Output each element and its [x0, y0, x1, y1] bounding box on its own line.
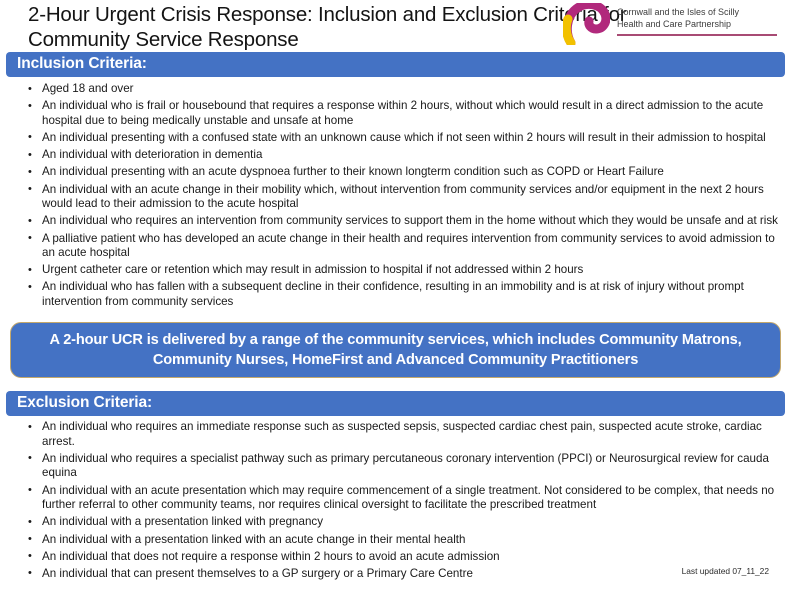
list-item: • An individual with an acute change in their mobility which, without intervention from community services and/or equipment in the next 2 hours would lead to their admission to the acute hospital: [22, 183, 784, 212]
partnership-logo: [563, 2, 783, 46]
list-item: • An individual presenting with an acute dyspnoea further to their known longterm condition such as COPD or Heart Failure: [22, 165, 784, 180]
slide-header: [0, 0, 791, 52]
page-title: 2-Hour Urgent Crisis Response: Inclusion and Exclusion Criteria for Community Service Response: [28, 3, 627, 51]
logo-text-line1: Cornwall and the Isles of Scilly: [617, 7, 740, 17]
exclusion-criteria-list: [22, 420, 784, 584]
logo-text: [617, 7, 779, 30]
list-item: • A palliative patient who has developed an acute change in their health and requires intervention from community services to avoid admission to an acute hospital: [22, 232, 784, 261]
list-item: • An individual who requires a specialist pathway such as primary percutaneous coronary intervention (PPCI) or Neurosurgical review for cauda equina: [22, 452, 784, 481]
ucr-delivery-callout: [10, 322, 781, 378]
list-item: • An individual that does not require a response within 2 hours to avoid an acute admission: [22, 550, 784, 565]
list-item: • An individual who requires an intervention from community services to support them in the home without which they would be unsafe and at risk: [22, 214, 784, 229]
list-item: • Urgent catheter care or retention which may result in admission to hospital if not addressed within 2 hours: [22, 263, 784, 278]
exclusion-criteria-label: Exclusion Criteria:: [17, 394, 153, 411]
inclusion-criteria-label: Inclusion Criteria:: [17, 55, 147, 72]
list-item: • An individual who has fallen with a subsequent decline in their confidence, resulting in an immobility and is at risk of injury without prompt intervention from community services: [22, 280, 784, 309]
logo-arc-icon: [563, 3, 610, 45]
last-updated-note: Last updated 07_11_22: [681, 566, 769, 576]
list-item: • An individual presenting with a confused state with an unknown cause which if not seen within 2 hours will result in their admission to hospital: [22, 131, 784, 146]
list-item: • An individual with a presentation linked with pregnancy: [22, 515, 784, 530]
list-item: • An individual who requires an immediate response such as suspected sepsis, suspected cardiac chest pain, suspected acute stroke, cardiac arrest.: [22, 420, 784, 449]
list-item: • An individual who is frail or housebound that requires a response within 2 hours, without which would result in a direct admission to the acute hospital due to being medically unstable and unsafe at home: [22, 99, 784, 128]
inclusion-criteria-header: [6, 52, 785, 77]
logo-underline: [617, 34, 777, 36]
logo-text-line2: Health and Care Partnership: [617, 18, 732, 29]
list-item: • An individual with deterioration in dementia: [22, 148, 784, 163]
list-item: • An individual with an acute presentation which may require commencement of a single treatment. Not considered to be complex, that needs no further referral to other community teams, nor requires clinical oversight to facilitate the prescribed treatment: [22, 484, 784, 513]
ucr-delivery-callout-text: A 2-hour UCR is delivered by a range of the community services, which includes Community Matrons, Community Nurses, HomeFirst and Advanced Community Practitioners: [49, 332, 742, 368]
exclusion-criteria-header: [6, 391, 785, 416]
list-item: • Aged 18 and over: [22, 82, 784, 97]
inclusion-criteria-list: [22, 82, 784, 312]
list-item: • An individual with a presentation linked with an acute change in their mental health: [22, 533, 784, 548]
list-item: • An individual that can present themselves to a GP surgery or a Primary Care Centre: [22, 567, 784, 582]
